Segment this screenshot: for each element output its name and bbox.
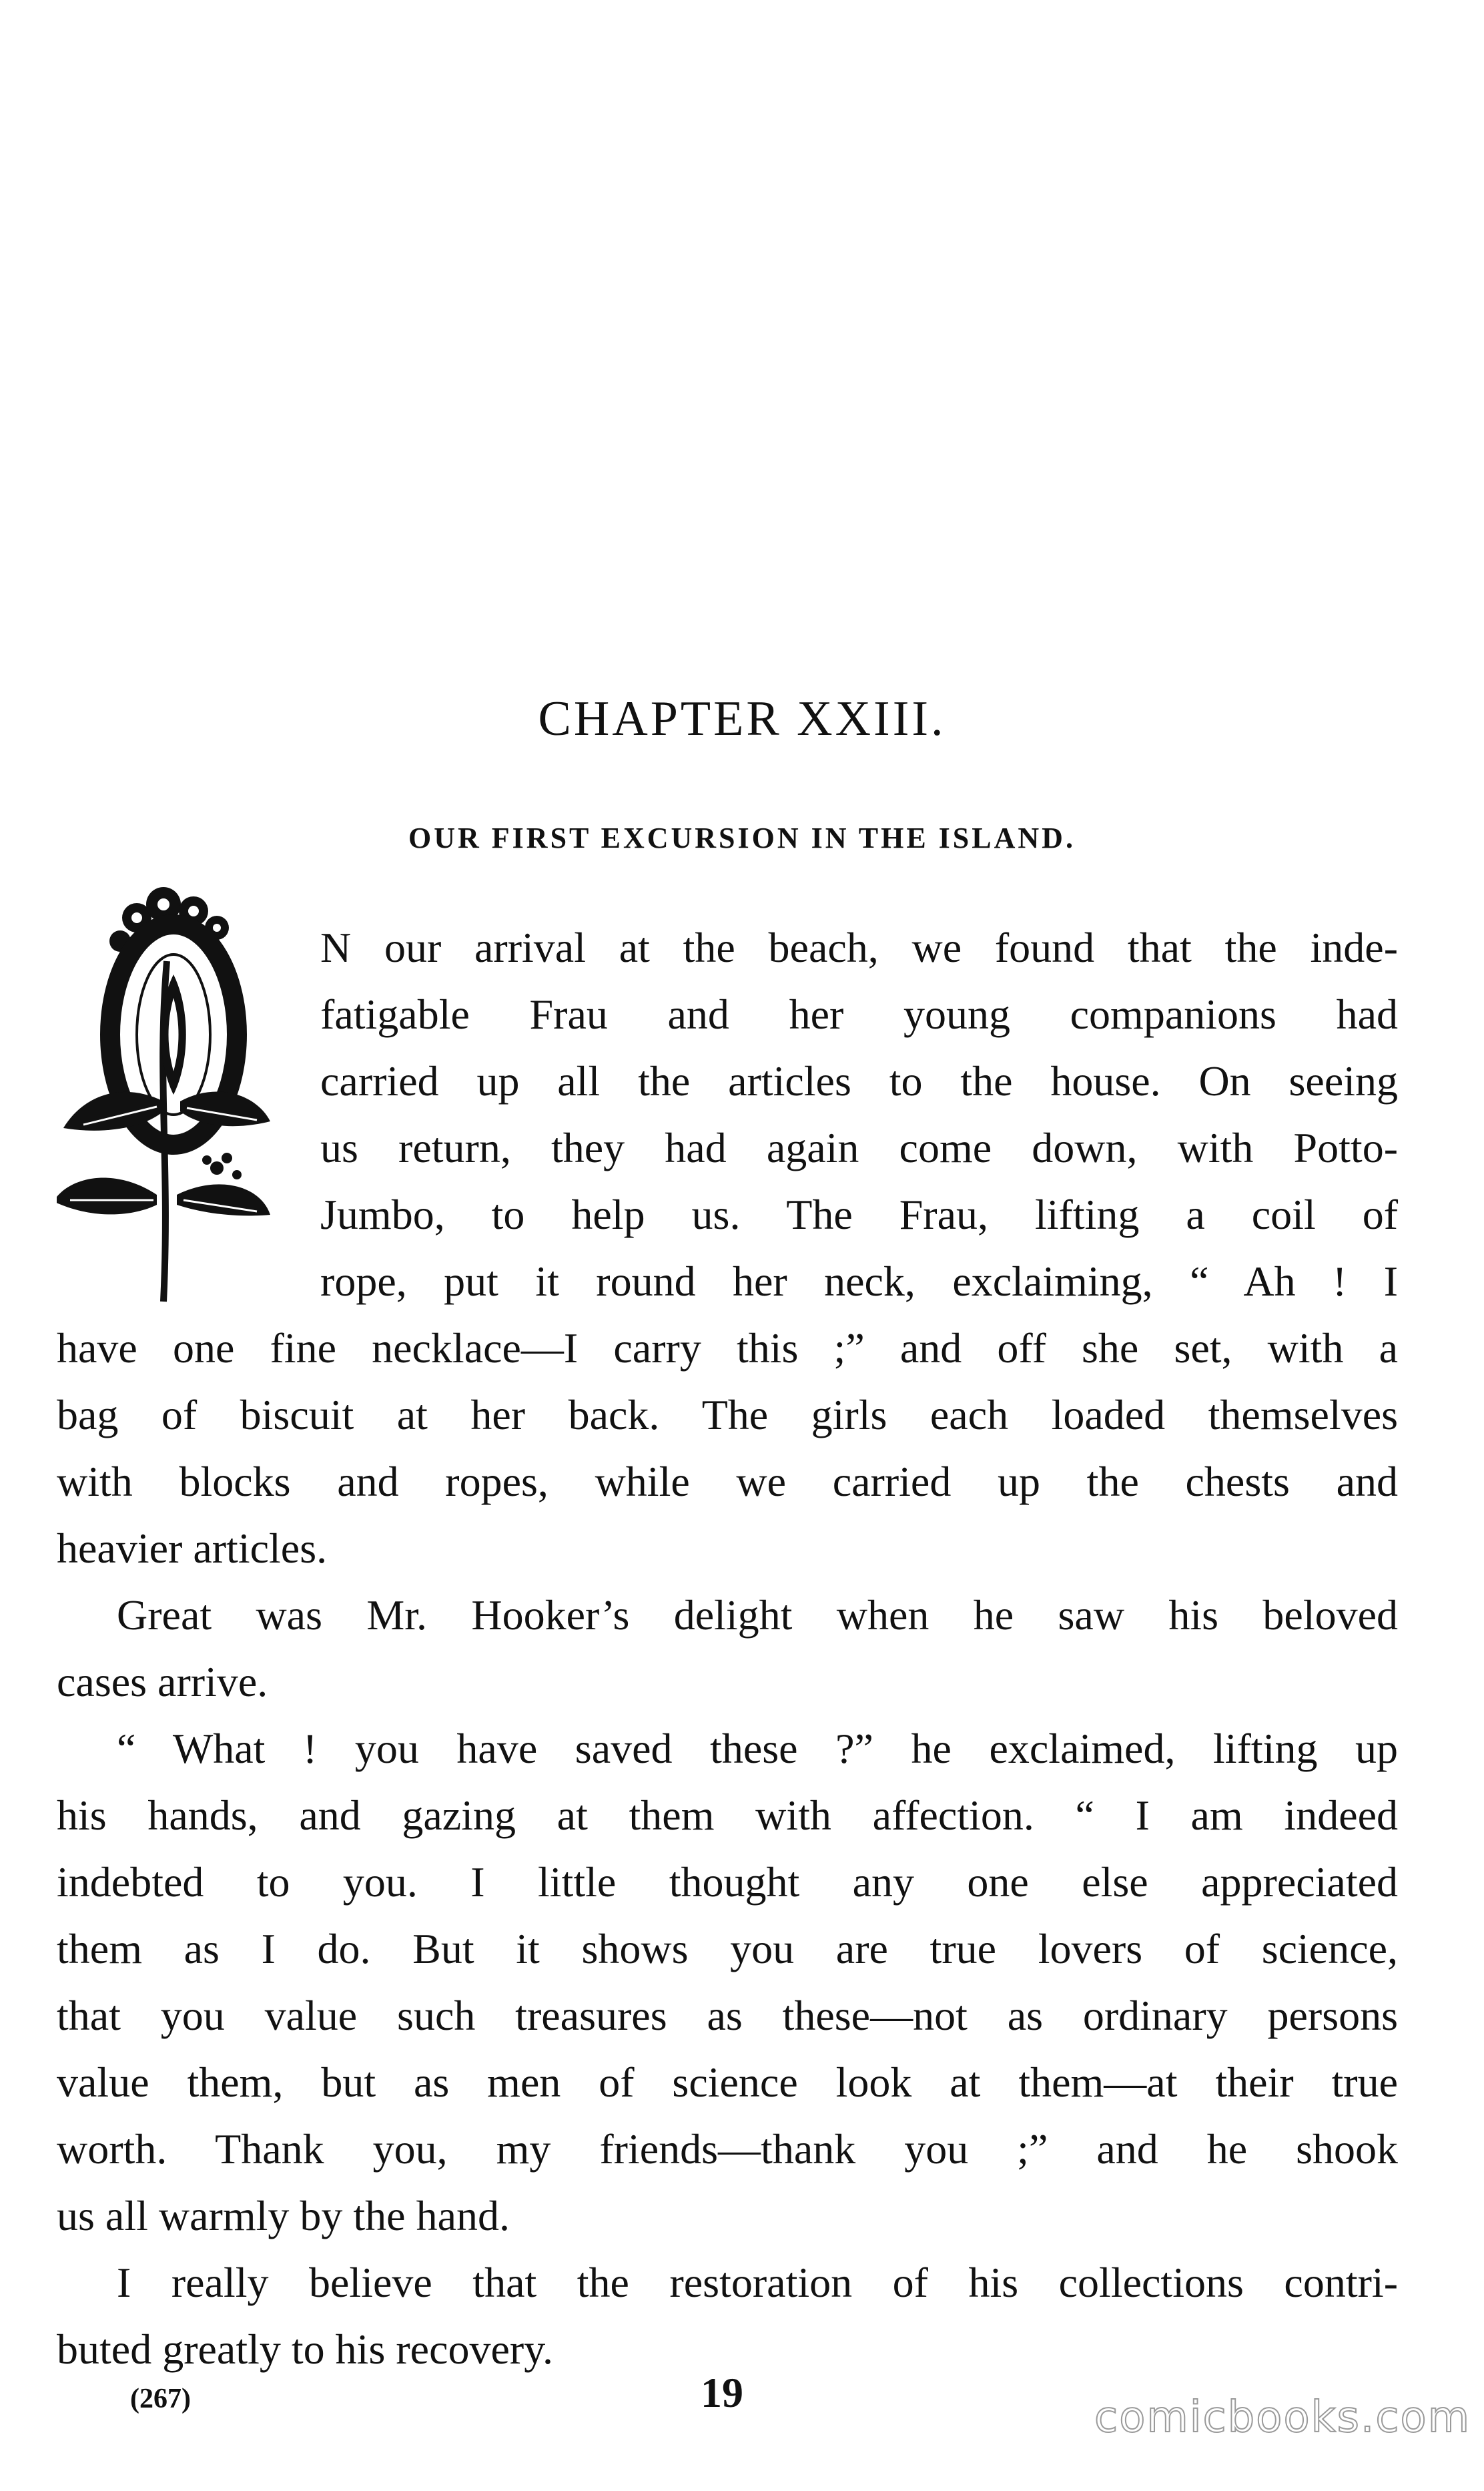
body-line: that you value such treasures as these—not as ordinary persons	[57, 1992, 1398, 2039]
chapter-title: CHAPTER XXIII.	[538, 691, 946, 746]
body-line: Jumbo, to help us. The Frau, lifting a coil of	[320, 1191, 1398, 1238]
body-line: us all warmly by the hand.	[57, 2192, 510, 2239]
body-line: heavier articles.	[57, 1525, 328, 1572]
body-line: his hands, and gazing at them with affection. “ I am indeed	[57, 1791, 1398, 1839]
body-line: us return, they had again come down, with Potto-	[320, 1124, 1398, 1171]
body-line: Great was Mr. Hooker’s delight when he saw his beloved	[117, 1591, 1398, 1639]
body-line: “ What ! you have saved these ?” he exclaimed, lifting up	[117, 1725, 1398, 1772]
body-line: carried up all the articles to the house. On seeing	[320, 1057, 1398, 1105]
body-line: fatigable Frau and her young companions had	[320, 991, 1398, 1038]
body-line: value them, but as men of science look at them—at their true	[57, 2058, 1398, 2106]
page-number: 19	[701, 2369, 743, 2416]
body-line: them as I do. But it shows you are true lovers of science,	[57, 1925, 1398, 1972]
body-line: rope, put it round her neck, exclaiming, “ Ah ! I	[320, 1258, 1398, 1305]
body-line: bag of biscuit at her back. The girls each loaded themselves	[57, 1391, 1398, 1438]
body-line: have one fine necklace—I carry this ;” and off she set, with a	[57, 1324, 1398, 1372]
body-line: with blocks and ropes, while we carried up the chests and	[57, 1458, 1398, 1505]
signature-mark: (267)	[130, 2384, 191, 2414]
body-line: I really believe that the restoration of his collections contri-	[117, 2259, 1398, 2306]
body-line: worth. Thank you, my friends—thank you ;” and he shook	[57, 2125, 1398, 2173]
body-line: indebted to you. I little thought any one else appreciated	[57, 1858, 1398, 1906]
body-line: N our arrival at the beach, we found that the inde-	[320, 924, 1398, 971]
floral-ornament-icon	[57, 881, 277, 1308]
body-line: cases arrive.	[57, 1658, 268, 1705]
watermark: comicbooks.com	[1094, 2393, 1471, 2442]
chapter-subtitle: OUR FIRST EXCURSION IN THE ISLAND.	[408, 822, 1076, 854]
body-line: buted greatly to his recovery.	[57, 2325, 554, 2373]
